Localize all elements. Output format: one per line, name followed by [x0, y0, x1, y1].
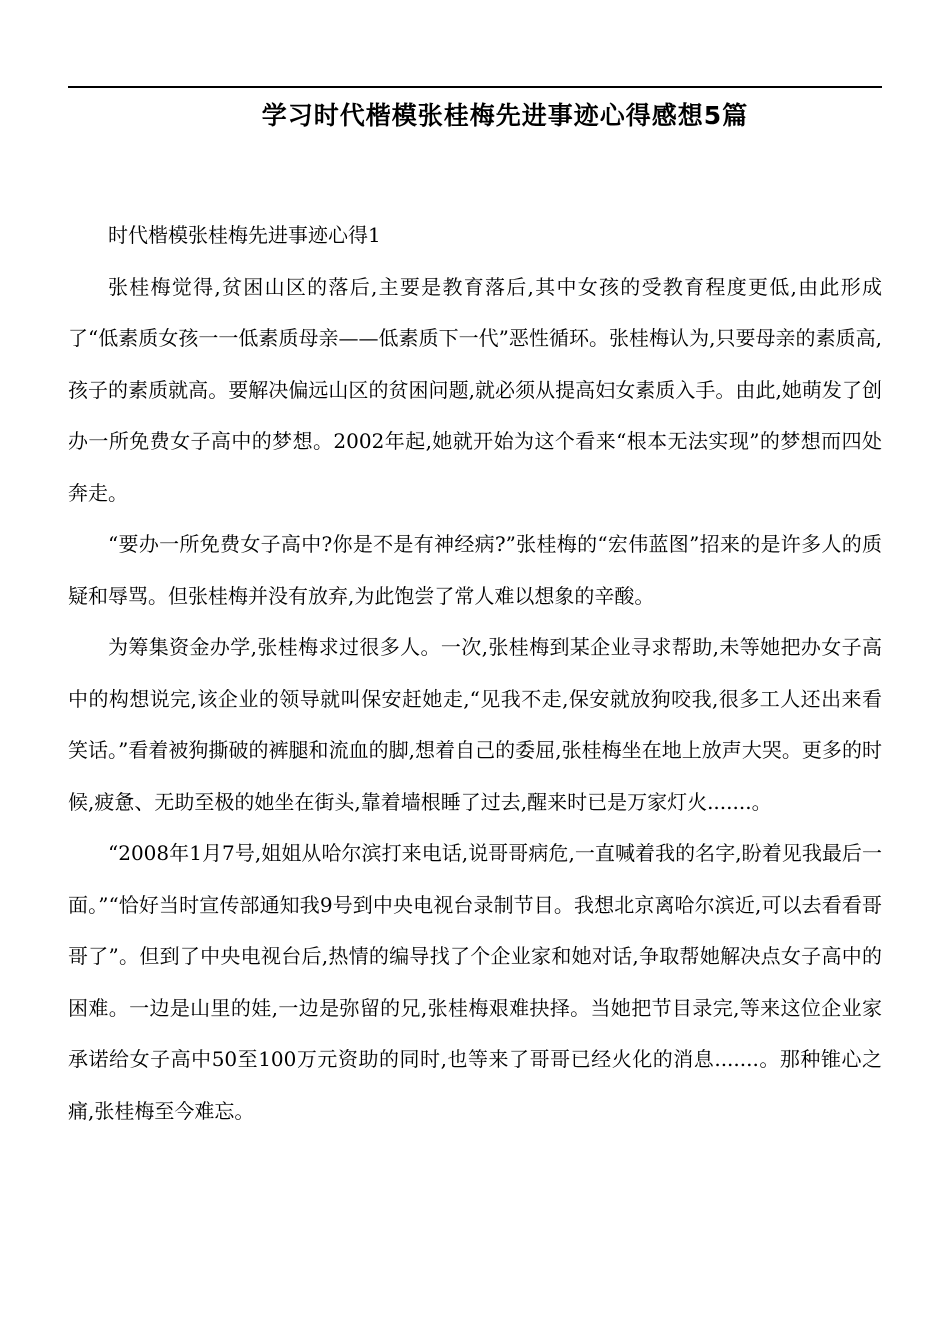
- section-heading: 时代楷模张桂梅先进事迹心得1: [108, 223, 381, 247]
- document-title: 学习时代楷模张桂梅先进事迹心得感想5篇: [261, 101, 749, 130]
- paragraph-3: 为筹集资金办学,张桂梅求过很多人。一次,张桂梅到某企业寻求帮助,未等她把办女子高中的构想说完,该企业的领导就叫保安赶她走,“见我不走,保安就放狗咬我,很多工人还出来看笑话。”看着被狗撕破的裤腿和流血的脚,想着自己的委屈,张桂梅坐在地上放声大哭。更多的时候,疲惫、无助至极的她坐在街头,靠着墙根睡了过去,醒来时已是万家灯火.......。: [68, 635, 882, 814]
- paragraph-1: 张桂梅觉得,贫困山区的落后,主要是教育落后,其中女孩的受教育程度更低,由此形成了“低素质女孩一一低素质母亲——低素质下一代”恶性循环。张桂梅认为,只要母亲的素质高,孩子的素质就高。要解决偏远山区的贫困问题,就必须从提高妇女素质入手。由此,她萌发了创办一所免费女子高中的梦想。2002年起,她就开始为这个看来“根本无法实现”的梦想而四处奔走。: [68, 274, 882, 505]
- paragraph-2: “要办一所免费女子高中?你是不是有神经病?”张桂梅的“宏伟蓝图”招来的是许多人的质疑和辱骂。但张桂梅并没有放弃,为此饱尝了常人难以想象的辛酸。: [68, 532, 882, 608]
- paragraph-4: “2008年1月7号,姐姐从哈尔滨打来电话,说哥哥病危,一直喊着我的名字,盼着见我最后一面。”“恰好当时宣传部通知我9号到中央电视台录制节目。我想北京离哈尔滨近,可以去看看哥哥了”。但到了中央电视台后,热情的编导找了个企业家和她对话,争取帮她解决点女子高中的困难。一边是山里的娃,一边是弥留的兄,张桂梅艰难抉择。当她把节目录完,等来这位企业家承诺给女子高中50至100万元资助的同时,也等来了哥哥已经火化的消息.......。那种锥心之痛,张桂梅至今难忘。: [68, 841, 882, 1123]
- header-rule: [68, 86, 882, 88]
- document-body: [68, 210, 882, 1137]
